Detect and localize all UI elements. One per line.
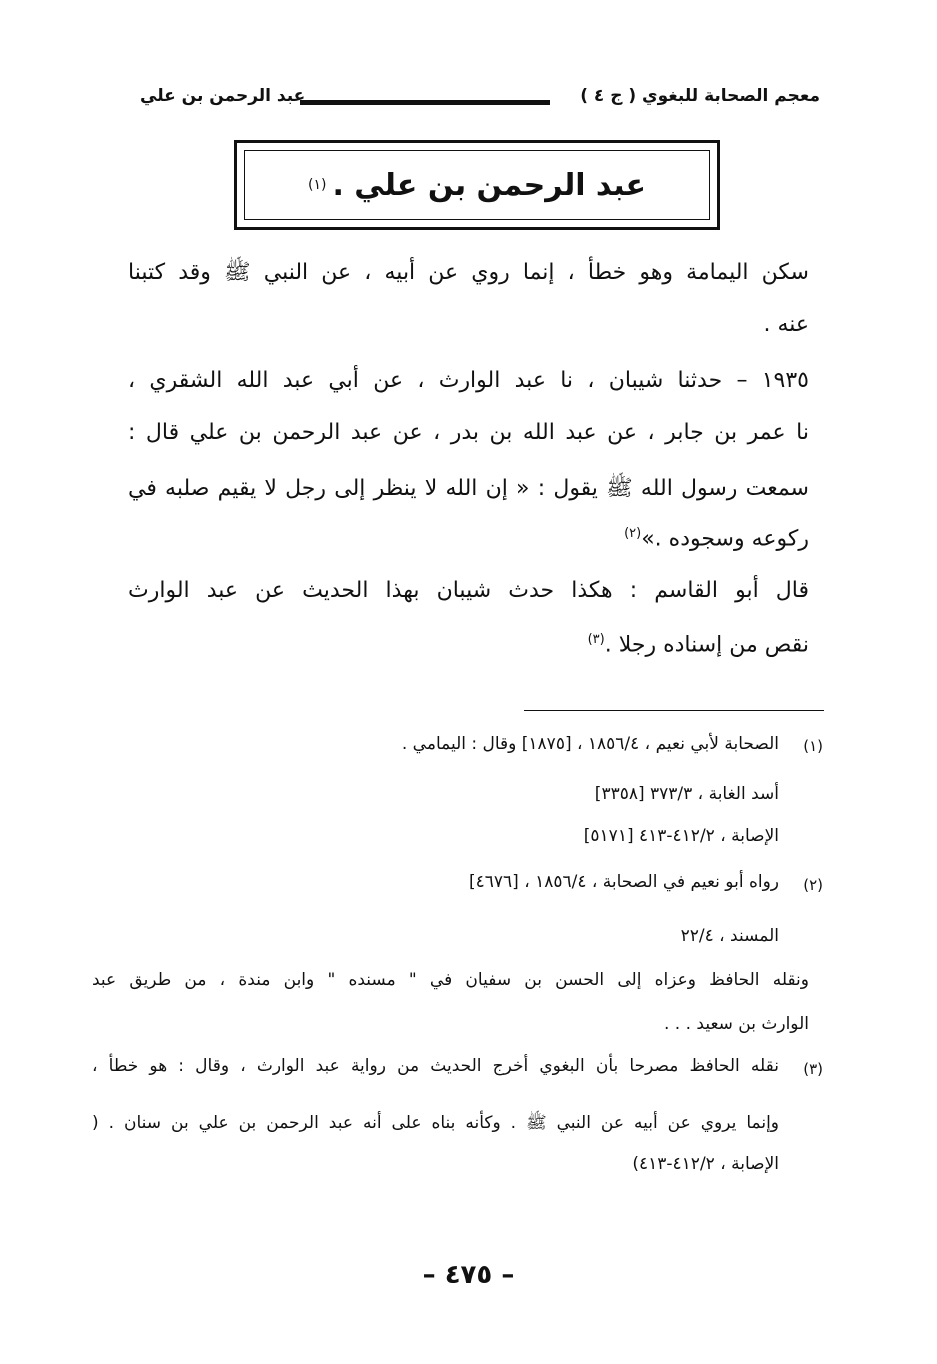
footnote-3-number: (٣) <box>803 1060 823 1078</box>
footnote-1-line-2: أسد الغابة ، ٣٧٣/٣ [٣٣٥٨] <box>594 784 779 804</box>
page-number: – ٤٧٥ – <box>422 1260 515 1290</box>
footnote-2-line-1: رواه أبو نعيم في الصحابة ، ١٨٥٦/٤ ، [٤٦٧٦] <box>468 872 779 892</box>
header-entry-name: عبد الرحمن بن علي <box>140 86 306 106</box>
footnote-2-line-3: ونقله الحافظ وعزاه إلى الحسن بن سفيان في " مسنده " وابن مندة ، من طريق عبد <box>92 970 809 990</box>
footnote-3-line-1: نقله الحافظ مصرحا بأن البغوي أخرج الحديث من رواية عبد الوارث ، وقال : هو خطأ ، <box>92 1056 779 1076</box>
comment-line-2: نقص من إسناده رجلا . <box>604 632 809 658</box>
footnote-1-line-3: الإصابة ، ٤١٢/٢-٤١٣ [٥١٧١] <box>583 826 779 846</box>
comment-line-1: قال أبو القاسم : هكذا حدث شيبان بهذا الحديث عن عبد الوارث <box>128 578 809 603</box>
entry-title: عبد الرحمن بن علي . <box>332 167 647 203</box>
hadith-line-2: نا عمر بن جابر ، عن عبد الله بن بدر ، عن عبد الرحمن بن علي قال : <box>128 420 809 445</box>
hadith-line-4-wrap <box>128 526 809 551</box>
footnote-1-number: (١) <box>803 737 823 755</box>
intro-line-1: سكن اليمامة وهو خطأ ، إنما روي عن أبيه ، عن النبي ﷺ وقد كتبنا <box>128 260 809 285</box>
hadith-line-1: ١٩٣٥ – حدثنا شيبان ، نا عبد الوارث ، عن أبي عبد الله الشقري ، <box>128 368 809 393</box>
header-book-title: معجم الصحابة للبغوي ( ج ٤ ) <box>580 86 820 106</box>
footnote-2-line-2: المسند ، ٢٢/٤ <box>680 926 779 946</box>
title-footnote-ref: (١) <box>308 177 327 193</box>
comment-footnote-ref: (٣) <box>587 632 605 647</box>
running-header <box>140 86 820 120</box>
header-rule <box>300 100 550 105</box>
comment-line-2-wrap <box>128 632 809 657</box>
intro-line-2: عنه . <box>763 312 809 337</box>
hadith-footnote-ref: (٢) <box>624 526 642 541</box>
footnote-2-line-4: الوارث بن سعيد . . . <box>663 1014 809 1034</box>
entry-title-box <box>234 140 720 230</box>
hadith-line-3: سمعت رسول الله ﷺ يقول : « إن الله لا ينظر إلى رجل لا يقيم صلبه في <box>128 476 809 501</box>
footnote-2-number: (٢) <box>803 876 823 894</box>
footnote-1-line-1: الصحابة لأبي نعيم ، ١٨٥٦/٤ ، [١٨٧٥] وقال : اليمامي . <box>401 734 779 754</box>
hadith-line-4: ركوعه وسجوده .» <box>641 526 809 552</box>
footnote-separator <box>524 710 824 711</box>
footnote-3-line-3: الإصابة ، ٤١٢/٢-٤١٣) <box>632 1154 779 1174</box>
footnote-3-line-2: وإنما يروي عن أبيه عن النبي ﷺ . وكأنه بناه على أنه عبد الرحمن بن علي بن سنان . ( <box>92 1113 779 1133</box>
